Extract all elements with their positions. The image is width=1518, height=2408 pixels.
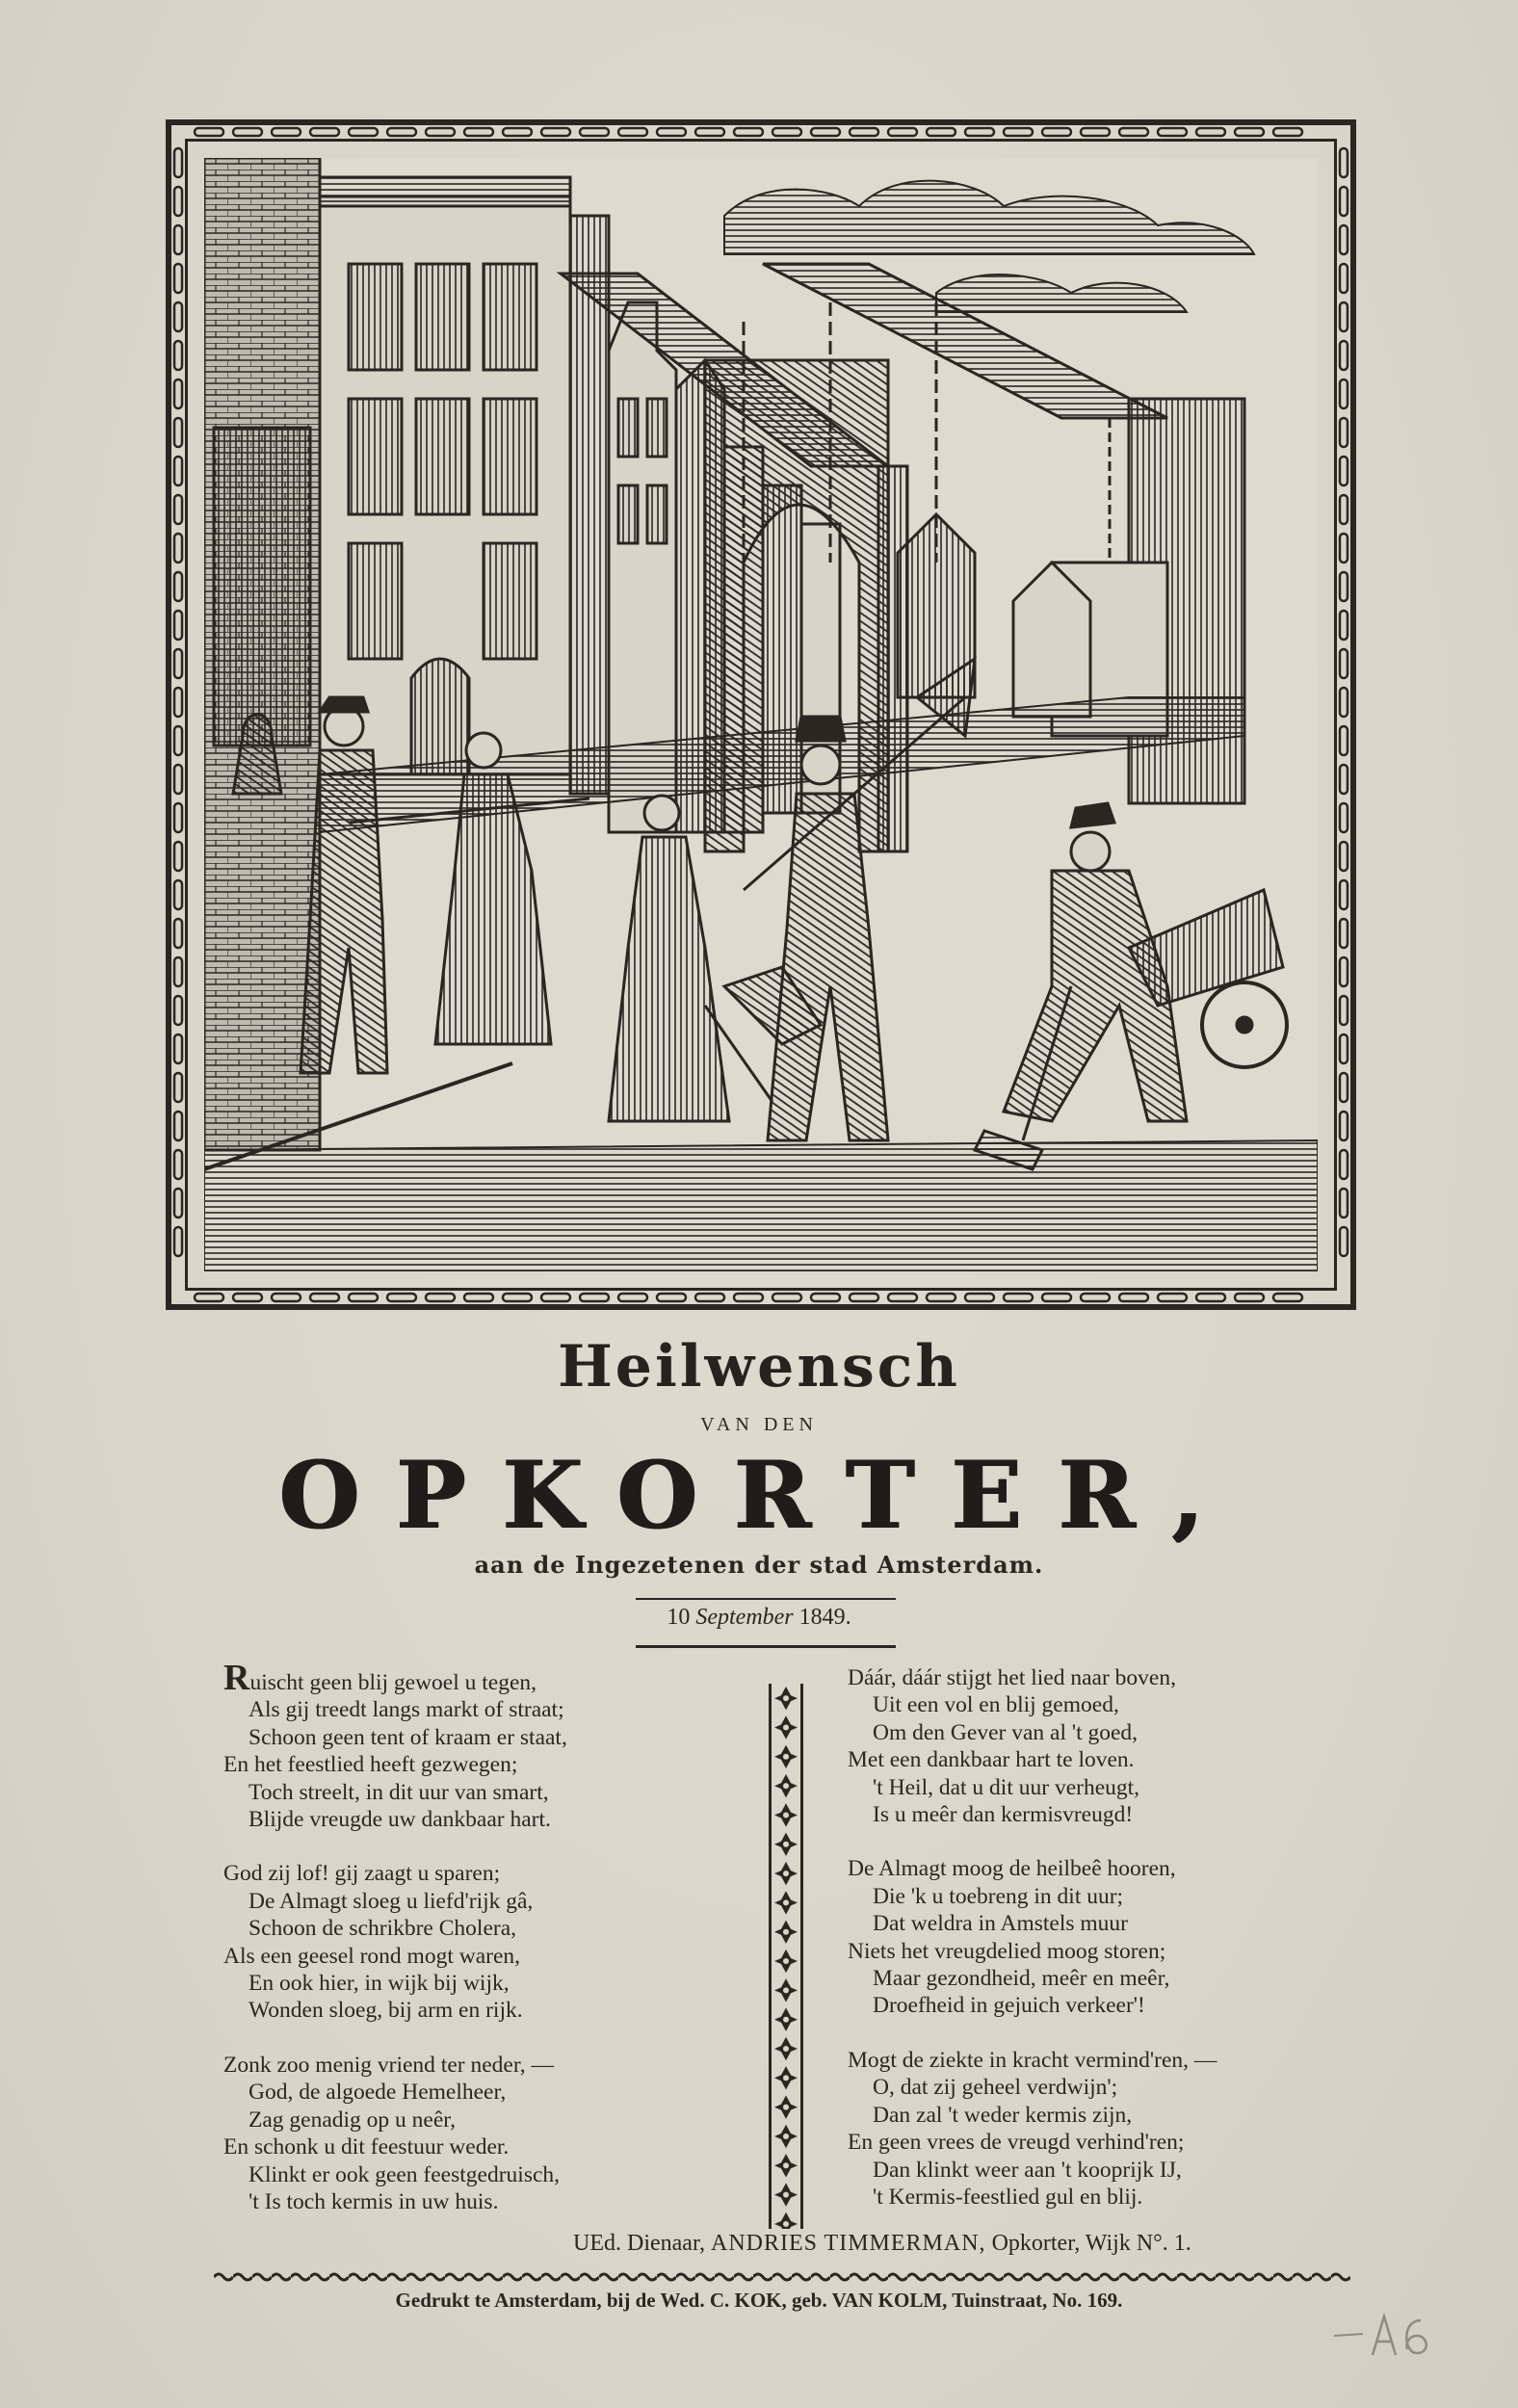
poem-line: En schonk u dit feestuur weder. [223,2134,510,2160]
poem-line: Als een geesel rond mogt waren, [223,1943,521,1969]
poem-line: En geen vrees de vreugd verhind'ren; [848,2130,1185,2156]
poem-column-right [848,1664,1348,2238]
poem-line: Dan zal 't weder kermis zijn, [873,2102,1133,2128]
poem-line: Uit een vol en blij gemoed, [873,1692,1119,1718]
poem-line: En ook hier, in wijk bij wijk, [249,1971,510,1997]
chain-border-bottom [191,1291,1308,1304]
poem-line: Zag genadig op u neêr, [249,2107,457,2133]
poem-line: Niets het vreugdelied moog storen; [848,1938,1166,1964]
date-day: 10 [667,1605,691,1630]
poem-line: Droefheid in gejuich verkeer'! [873,1993,1145,2019]
chain-border-right [1337,144,1350,1262]
stanza [848,2047,1348,2211]
title-opkorter: OPKORTER, [277,1441,1241,1550]
poem-line: Maar gezondheid, meêr en meêr, [873,1966,1170,1992]
signature-prefix: UEd. Dienaar, [573,2231,705,2256]
date-line [0,1605,1518,1631]
title-heilwensch: Heilwensch [558,1333,960,1400]
poem-line: 't Heil, dat u dit uur verheugt, [873,1774,1140,1800]
poem-line: Dan klinkt weer aan 't kooprijk IJ, [873,2157,1182,2183]
stanza [223,1658,724,1833]
poem-line: Om den Gever van al 't goed, [873,1719,1138,1745]
woodcut-street-scene [204,158,1318,1271]
poem-line: Dat weldra in Amstels muur [873,1911,1128,1937]
poem-line: Schoon geen tent of kraam er staat, [249,1724,567,1750]
poem-column-left [223,1658,724,2242]
poem-line: Schoon de schrikbre Cholera, [249,1916,517,1942]
title-subtitle: aan de Ingezetenen der stad Amsterdam. [474,1551,1044,1579]
poem-line: Dáár, dáár stijgt het lied naar boven, [848,1665,1176,1690]
poem-line: Ruischt geen blij gewoel u tegen, [223,1658,537,1698]
drop-cap: R [223,1658,250,1698]
signature-line [573,2231,1191,2257]
poem-line: God zij lof! gij zaagt u sparen; [223,1861,501,1887]
poem-line: O, dat zij geheel verdwijn'; [873,2075,1118,2101]
wavy-rule [214,2269,1350,2285]
date-month: September [695,1605,794,1630]
signature-suffix: Opkorter, Wijk N°. 1. [991,2231,1191,2256]
poem-line: Met een dankbaar hart te loven. [848,1747,1135,1773]
stanza [223,1860,724,2024]
poem-line: Zonk zoo menig vriend ter neder, — [223,2052,554,2078]
woodcut-frame [166,119,1356,1310]
poem-line: Blijde vreugde uw dankbaar hart. [249,1807,551,1833]
poem-line: Mogt de ziekte in kracht vermind'ren, — [848,2047,1217,2073]
printer-imprint: Gedrukt te Amsterdam, bij de Wed. C. KOK, geb. VAN KOLM, Tuinstraat, No. 169. [395,2289,1123,2312]
signature-name: ANDRIES TIMMERMAN, [710,2231,986,2256]
poem-line: Is u meêr dan kermisvreugd! [873,1802,1134,1828]
poem-line: Als gij treedt langs markt of straat; [249,1697,564,1723]
poem-line: Die 'k u toebreng in dit uur; [873,1883,1124,1909]
poem-line: De Almagt moog de heilbeê hooren, [848,1856,1176,1882]
date-year: 1849. [798,1605,851,1630]
clouds [724,181,1254,312]
stanza [848,1855,1348,2019]
poem-line: God, de algoede Hemelheer, [249,2080,507,2106]
poem-line: Toch streelt, in dit uur van smart, [249,1779,549,1805]
poem-line: Wonden sloeg, bij arm en rijk. [249,1998,523,2024]
poem-line: 't Kermis-feestlied gul en blij. [873,2184,1143,2210]
ornamental-column-divider [769,1684,803,2229]
poem-line: De Almagt sloeg u liefd'rijk gâ, [249,1888,534,1914]
chain-border-left [171,144,185,1262]
date-rule-top [636,1598,896,1600]
street-ground [204,1140,1318,1271]
stanza [848,1664,1348,1828]
poem-line: Klinkt er ook geen feestgedruisch, [249,2161,561,2187]
date-rule-bottom [636,1645,896,1648]
title-van-den: VAN DEN [700,1414,818,1435]
chain-border-top [191,125,1308,139]
poem-line: 't Is toch kermis in uw huis. [249,2188,499,2214]
stanza [223,2052,724,2215]
pencil-annotation [1324,2307,1440,2365]
poem-line: En het feestlied heeft gezwegen; [223,1752,518,1778]
